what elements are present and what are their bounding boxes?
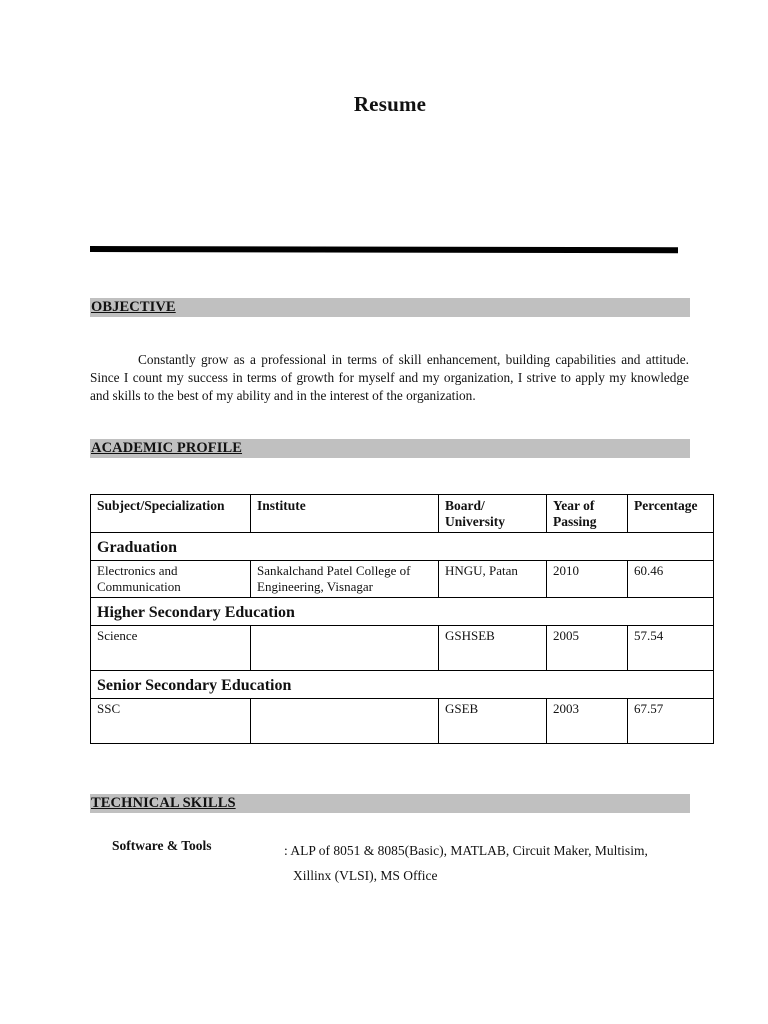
column-header: Year of Passing <box>547 495 628 533</box>
table-group-row <box>91 598 714 626</box>
table-group-row <box>91 671 714 699</box>
table-cell: Electronics and Communication <box>91 561 251 598</box>
skill-value-line1: : ALP of 8051 & 8085(Basic), MATLAB, Circuit Maker, Multisim, <box>284 843 648 858</box>
column-header: Percentage <box>628 495 714 533</box>
skill-label: Software & Tools <box>112 838 212 853</box>
table-cell: 2005 <box>547 626 628 671</box>
group-title: Senior Secondary Education <box>91 671 714 699</box>
academic-heading: ACADEMIC PROFILE <box>91 440 243 456</box>
table-row <box>91 561 714 598</box>
table-header-row <box>91 495 714 533</box>
table-cell <box>251 626 439 671</box>
table-cell: Science <box>91 626 251 671</box>
table-cell: 2003 <box>547 699 628 744</box>
table-row <box>91 699 714 744</box>
group-title: Graduation <box>91 533 714 561</box>
objective-heading-bar <box>90 298 690 317</box>
table-cell: HNGU, Patan <box>439 561 547 598</box>
skills-heading-bar <box>90 794 690 813</box>
table-cell: GSEB <box>439 699 547 744</box>
table-row <box>91 626 714 671</box>
academic-heading-bar <box>90 439 690 458</box>
column-header: Institute <box>251 495 439 533</box>
table-cell: 57.54 <box>628 626 714 671</box>
skill-value <box>284 838 684 888</box>
table-cell: Sankalchand Patel College of Engineering, Visnagar <box>251 561 439 598</box>
column-header: Subject/Specialization <box>91 495 251 533</box>
group-title: Higher Secondary Education <box>91 598 714 626</box>
objective-text: Constantly grow as a professional in terms of skill enhancement, building capabilities and attitude. Since I count my success in terms of growth for myself and my organization, I strive to apply my knowledge and skills to the best of my ability and in the interest of the organization. <box>90 352 689 403</box>
table-cell: GSHSEB <box>439 626 547 671</box>
table-cell: 67.57 <box>628 699 714 744</box>
table-cell: 2010 <box>547 561 628 598</box>
skills-heading: TECHNICAL SKILLS <box>91 795 236 811</box>
academic-table <box>90 494 714 744</box>
document-title: Resume <box>353 92 427 116</box>
skill-value-line2: Xillinx (VLSI), MS Office <box>293 868 438 883</box>
column-header: Board/ University <box>439 495 547 533</box>
table-group-row <box>91 533 714 561</box>
table-cell: SSC <box>91 699 251 744</box>
header-divider <box>90 246 678 253</box>
table-cell: 60.46 <box>628 561 714 598</box>
table-cell <box>251 699 439 744</box>
objective-heading: OBJECTIVE <box>91 299 176 315</box>
